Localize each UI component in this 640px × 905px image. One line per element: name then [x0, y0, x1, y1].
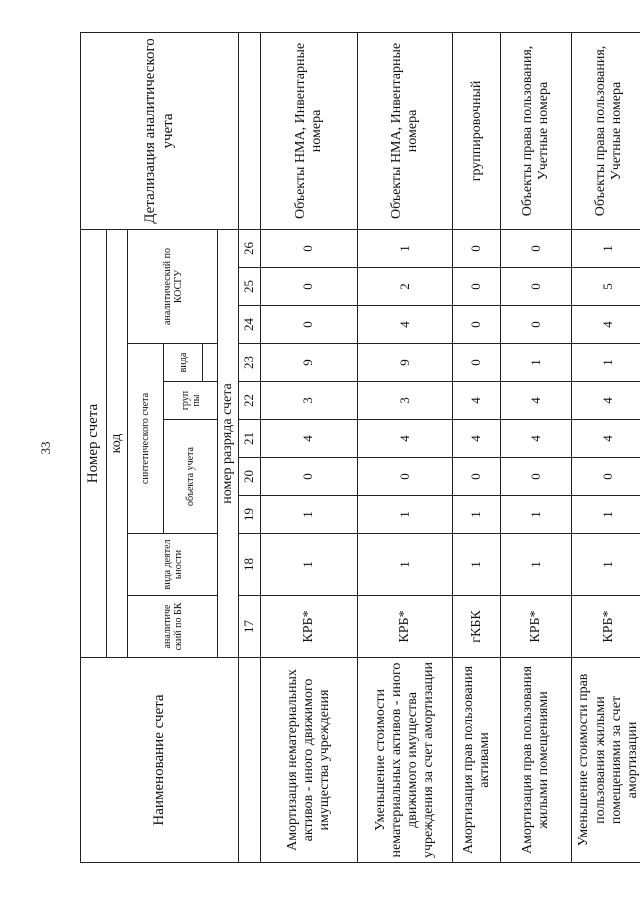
- row-c25: 5: [572, 268, 640, 306]
- row-c23: 9: [358, 344, 453, 382]
- row-c25: 0: [453, 268, 501, 306]
- row-c17: КРБ*: [572, 596, 640, 658]
- accounts-table: [80, 32, 640, 863]
- row-c21: 4: [500, 420, 571, 458]
- row-c24: 0: [453, 306, 501, 344]
- digit-23: 23: [239, 344, 261, 382]
- header-detail: Детализация аналитического учета: [81, 32, 239, 229]
- row-c21: 4: [358, 420, 453, 458]
- row-c24: 0: [500, 306, 571, 344]
- header-synthetic: синтетического счета: [127, 344, 164, 534]
- row-name: Уменьшение стоимости прав пользования жилыми помещениями за счет амортизации: [572, 658, 640, 863]
- row-c24: 4: [572, 306, 640, 344]
- row-c19: 1: [358, 496, 453, 534]
- row-c20: 0: [500, 458, 571, 496]
- header-type: вида: [164, 344, 203, 382]
- row-c19: 1: [260, 496, 357, 534]
- row-c18: 1: [572, 534, 640, 596]
- row-c19: 1: [453, 496, 501, 534]
- row-c26: 0: [453, 229, 501, 267]
- row-name: Амортизация нематериальных активов - иного движимого имущества учреждения: [260, 658, 357, 863]
- row-c23: 1: [500, 344, 571, 382]
- row-c25: 0: [500, 268, 571, 306]
- header-empty: [239, 32, 261, 229]
- digit-22: 22: [239, 382, 261, 420]
- row-c22: 4: [500, 382, 571, 420]
- header-name: Наименование счета: [81, 658, 239, 863]
- row-name: Амортизация прав пользования жилыми помещениями: [500, 658, 571, 863]
- header-code: код: [106, 229, 127, 657]
- digit-20: 20: [239, 458, 261, 496]
- row-c26: 0: [260, 229, 357, 267]
- header-group: груп пы: [164, 382, 218, 420]
- row-c22: 4: [453, 382, 501, 420]
- row-c25: 2: [358, 268, 453, 306]
- table-row: [358, 32, 453, 862]
- row-c21: 4: [453, 420, 501, 458]
- row-c17: КРБ*: [500, 596, 571, 658]
- row-c21: 4: [260, 420, 357, 458]
- header-analytic-bk: аналитиче ский по БК: [127, 596, 218, 658]
- row-name: Амортизация прав пользования активами: [453, 658, 501, 863]
- row-c20: 0: [358, 458, 453, 496]
- row-c18: 1: [500, 534, 571, 596]
- row-c24: 4: [358, 306, 453, 344]
- row-detail: Объекты права пользования, Учетные номера: [572, 32, 640, 229]
- header-kosgu: аналитический по КОСГУ: [127, 229, 218, 343]
- row-c22: 3: [358, 382, 453, 420]
- header-activity-type: вида деятел ьности: [127, 534, 218, 596]
- row-c24: 0: [260, 306, 357, 344]
- row-c18: 1: [453, 534, 501, 596]
- row-c17: КРБ*: [358, 596, 453, 658]
- header-digit-label: номер разряда счета: [218, 229, 239, 657]
- digit-26: 26: [239, 229, 261, 267]
- row-c19: 1: [500, 496, 571, 534]
- rotated-table-area: [80, 33, 640, 863]
- digit-24: 24: [239, 306, 261, 344]
- digit-21: 21: [239, 420, 261, 458]
- row-detail: Объекты НМА, Инвентарные номера: [260, 32, 357, 229]
- table-row: [260, 32, 357, 862]
- row-detail: Объекты права пользования, Учетные номера: [500, 32, 571, 229]
- row-c17: КРБ*: [260, 596, 357, 658]
- table-row: [572, 32, 640, 862]
- row-c26: 1: [572, 229, 640, 267]
- row-detail: Объекты НМА, Инвентарные номера: [358, 32, 453, 229]
- row-c26: 1: [358, 229, 453, 267]
- header-type-spacer: [203, 344, 218, 382]
- table-row: [453, 32, 501, 862]
- row-c18: 1: [260, 534, 357, 596]
- row-detail: группировочный: [453, 32, 501, 229]
- row-c20: 0: [260, 458, 357, 496]
- row-c26: 0: [500, 229, 571, 267]
- row-c23: 9: [260, 344, 357, 382]
- row-c22: 3: [260, 382, 357, 420]
- digit-25: 25: [239, 268, 261, 306]
- row-c25: 0: [260, 268, 357, 306]
- row-c20: 0: [453, 458, 501, 496]
- digit-18: 18: [239, 534, 261, 596]
- row-c23: 0: [453, 344, 501, 382]
- header-empty: [239, 658, 261, 863]
- header-account-number: Номер счета: [81, 229, 107, 657]
- row-c19: 1: [572, 496, 640, 534]
- table-row: [500, 32, 571, 862]
- row-c23: 1: [572, 344, 640, 382]
- row-c21: 4: [572, 420, 640, 458]
- page-number: 33: [38, 441, 53, 455]
- row-c22: 4: [572, 382, 640, 420]
- row-c18: 1: [358, 534, 453, 596]
- digit-19: 19: [239, 496, 261, 534]
- header-account-object: объекта учета: [164, 420, 218, 534]
- table-wrapper: [80, 33, 640, 863]
- row-name: Уменьшение стоимости нематериальных активов - иного движимого имущества учреждения за счет амортизации: [358, 658, 453, 863]
- row-c20: 0: [572, 458, 640, 496]
- digit-17: 17: [239, 596, 261, 658]
- row-c17: гКБК: [453, 596, 501, 658]
